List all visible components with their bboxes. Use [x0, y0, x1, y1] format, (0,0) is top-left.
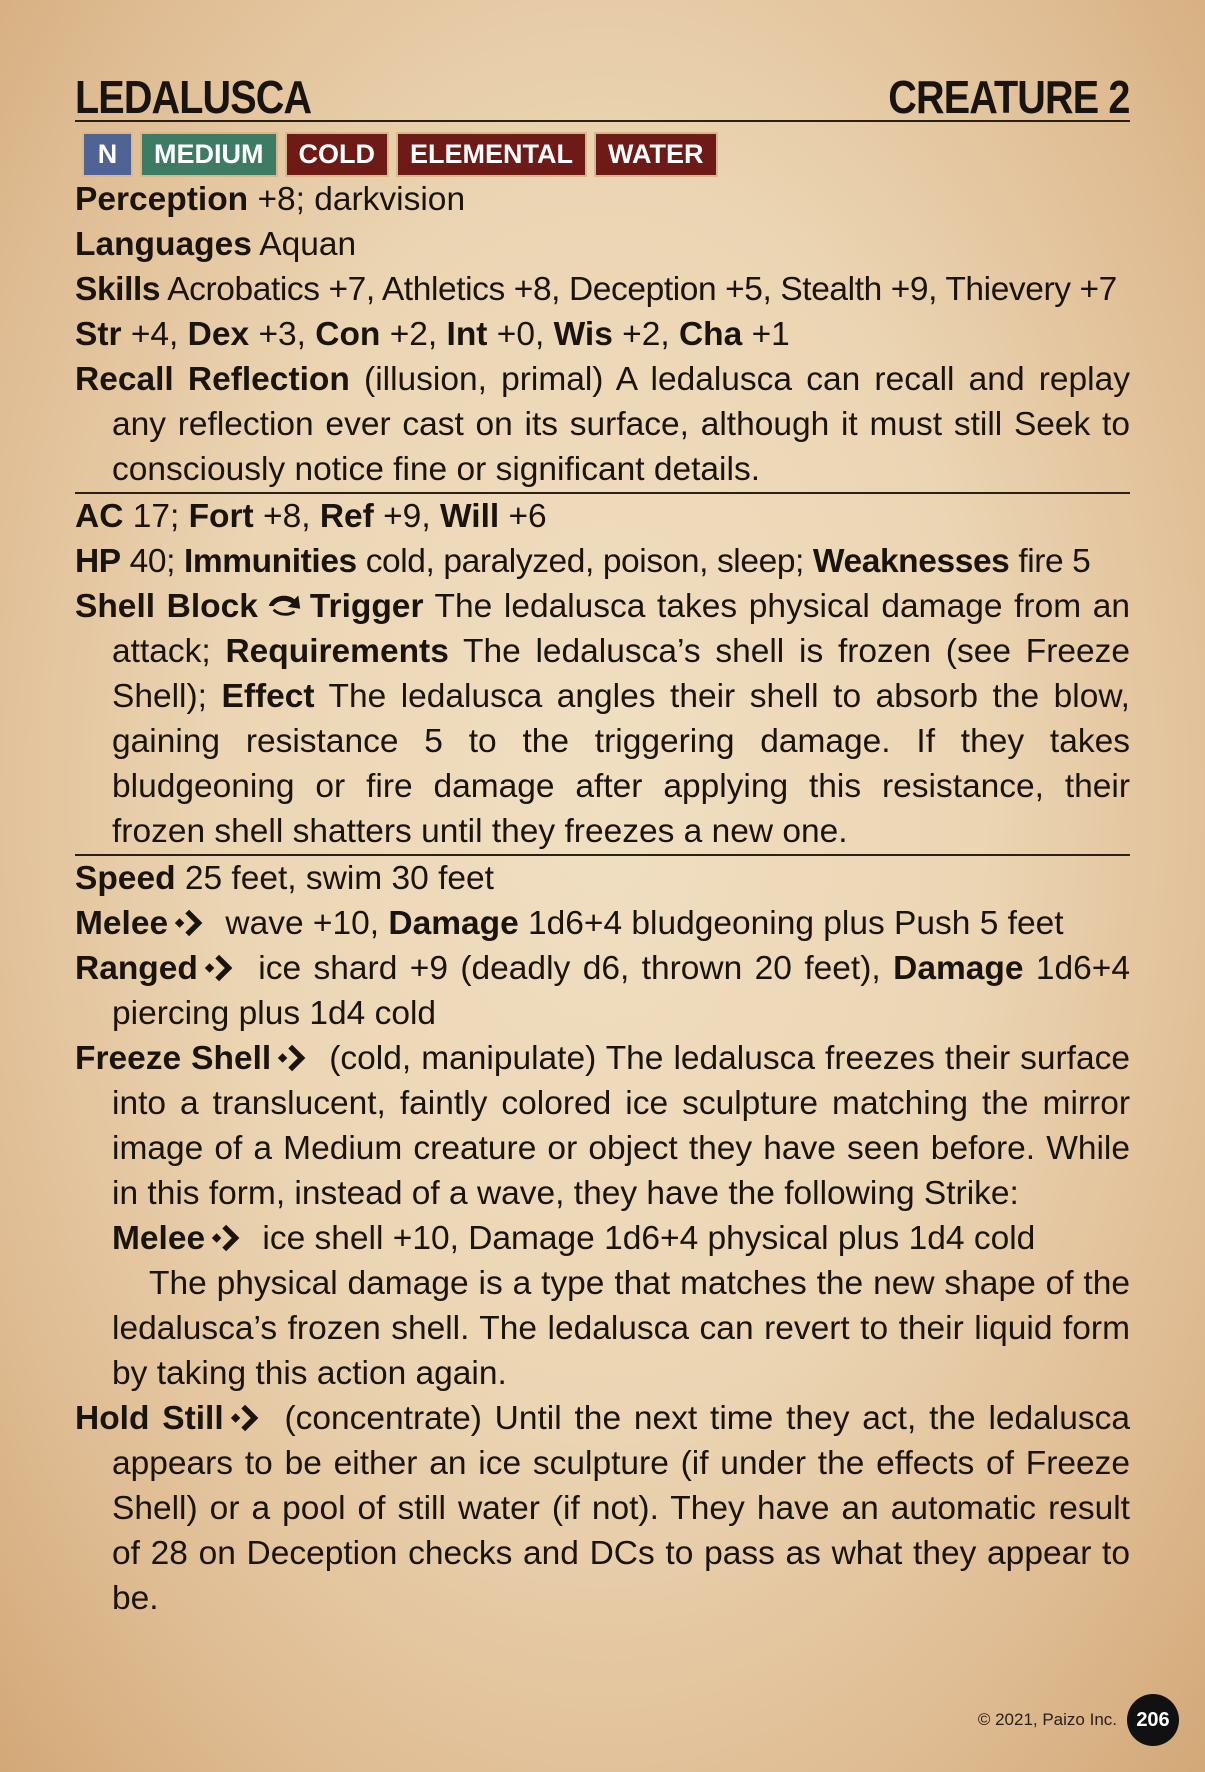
ac-saves-line: [75, 494, 1130, 539]
one-action-icon: [275, 1043, 313, 1073]
skills-value: Acrobatics +7, Athletics +8, Deception +5, Stealth +9, Thievery +7: [160, 271, 1117, 308]
recall-reflection: [75, 357, 1130, 492]
trigger-label: Trigger: [309, 588, 424, 625]
effect-label: Effect: [221, 678, 315, 715]
trait-alignment: N: [82, 132, 133, 177]
freeze-melee-label: Melee: [112, 1220, 206, 1257]
skills-label: Skills: [75, 271, 161, 308]
immunities-label: Immunities: [183, 543, 357, 580]
str-label: Str: [75, 316, 122, 353]
weaknesses-label: Weaknesses: [812, 543, 1010, 580]
perception-line: [75, 177, 1130, 222]
reaction-icon: [266, 590, 304, 620]
dex-label: Dex: [187, 316, 250, 353]
con-value: +2,: [380, 316, 447, 353]
hold-still-label: Hold Still: [75, 1400, 224, 1437]
hp-line: [75, 539, 1130, 584]
languages-value: Aquan: [251, 226, 357, 263]
copyright: © 2021, Paizo Inc.: [977, 1710, 1117, 1729]
recall-text: (illusion, primal) A ledalusca can recall and replay any reflection ever cast on its surface, although it must still Seek to consciously notice fine or significant details.: [112, 361, 1131, 488]
freeze-shell: [75, 1036, 1130, 1216]
languages-line: [75, 222, 1130, 267]
creature-level: CREATURE 2: [888, 71, 1130, 123]
page-number: 206: [1127, 1694, 1179, 1746]
cha-value: +1: [742, 316, 790, 353]
speed-line: [75, 856, 1130, 901]
con-label: Con: [315, 316, 381, 353]
freeze-shell-text: (cold, manipulate) The ledalusca freezes their surface into a translucent, faintly colored ice sculpture matching the mirror image of a Medium creature or object they have seen before. While in this form, instead of a wave, they have the following Strike:: [112, 1040, 1130, 1212]
requirements-text: The ledalusca’s shell is frozen (see Freeze Shell);: [112, 633, 1130, 715]
str-value: +4,: [121, 316, 188, 353]
perception-value: +8; darkvision: [248, 181, 466, 218]
recall-label: Recall Reflection: [75, 361, 350, 398]
hold-still-text: (concentrate) Until the next time they act, the ledalusca appears to be either an ice sculpture (if under the effects of Freeze Shell) or a pool of still water (if not). They have an automatic result of 28 on Deception checks and DCs to pass as what they appear to be.: [112, 1400, 1130, 1617]
int-value: +0,: [487, 316, 554, 353]
ref-value: +9,: [373, 498, 440, 535]
melee-label: Melee: [75, 905, 169, 942]
freeze-shell-strike: [75, 1216, 1130, 1261]
melee-strike: [75, 901, 1130, 946]
effect-text: The ledalusca angles their shell to absorb the blow, gaining resistance 5 to the triggering damage. If they takes bludgeoning or fire damage after applying this resistance, their frozen shell shatters until they freezes a new one.: [112, 678, 1130, 850]
title-row: [75, 66, 1130, 122]
trait-elemental: ELEMENTAL: [396, 132, 587, 177]
ac-label: AC: [75, 498, 124, 535]
ranged-damage: 1d6+4 piercing plus 1d4 cold: [112, 950, 1130, 1032]
will-label: Will: [439, 498, 500, 535]
melee-damage-label: Damage: [388, 905, 519, 942]
trait-list: [82, 132, 1130, 177]
trigger-text: The ledalusca takes physical damage from an attack;: [112, 588, 1131, 670]
stat-block: [75, 66, 1130, 1621]
wis-value: +2,: [612, 316, 679, 353]
one-action-icon: [172, 908, 210, 938]
one-action-icon: [228, 1403, 266, 1433]
ref-label: Ref: [319, 498, 374, 535]
skills-line: [75, 267, 1130, 312]
int-label: Int: [446, 316, 488, 353]
trait-water: WATER: [594, 132, 718, 177]
fort-value: +8,: [253, 498, 320, 535]
footer: [978, 1694, 1179, 1746]
fort-label: Fort: [188, 498, 254, 535]
hold-still: [75, 1396, 1130, 1621]
perception-label: Perception: [75, 181, 249, 218]
will-value: +6: [499, 498, 547, 535]
ranged-label: Ranged: [75, 950, 198, 987]
shell-block-label: Shell Block: [75, 588, 258, 625]
trait-size: MEDIUM: [140, 132, 278, 177]
cha-label: Cha: [678, 316, 743, 353]
freeze-shell-label: Freeze Shell: [75, 1040, 272, 1077]
one-action-icon: [202, 953, 240, 983]
ac-value: 17;: [123, 498, 189, 535]
freeze-melee-text: ice shell +10, Damage 1d6+4 physical plus 1d4 cold: [253, 1220, 1036, 1257]
trait-cold: COLD: [285, 132, 390, 177]
languages-label: Languages: [75, 226, 252, 263]
ranged-damage-label: Damage: [893, 950, 1024, 987]
dex-value: +3,: [249, 316, 316, 353]
ranged-text: ice shard +9 (deadly d6, thrown 20 feet),: [245, 950, 894, 987]
speed-value: 25 feet, swim 30 feet: [175, 860, 494, 897]
speed-label: Speed: [75, 860, 176, 897]
requirements-label: Requirements: [225, 633, 449, 670]
immunities-value: cold, paralyzed, poison, sleep;: [356, 543, 813, 580]
hp-label: HP: [75, 543, 121, 580]
weaknesses-value: fire 5: [1009, 543, 1091, 580]
ranged-strike: [75, 946, 1130, 1036]
freeze-shell-note: The physical damage is a type that matches the new shape of the ledalusca’s frozen shell. The ledalusca can revert to their liquid form by taking this action again.: [112, 1265, 1130, 1392]
shell-block: [75, 584, 1130, 854]
hp-value: 40;: [120, 543, 184, 580]
melee-text: wave +10,: [216, 905, 389, 942]
melee-damage: 1d6+4 bludgeoning plus Push 5 feet: [518, 905, 1064, 942]
creature-name: LEDALUSCA: [75, 71, 312, 123]
ability-scores-line: [75, 312, 1130, 357]
one-action-icon: [209, 1223, 247, 1253]
wis-label: Wis: [553, 316, 613, 353]
